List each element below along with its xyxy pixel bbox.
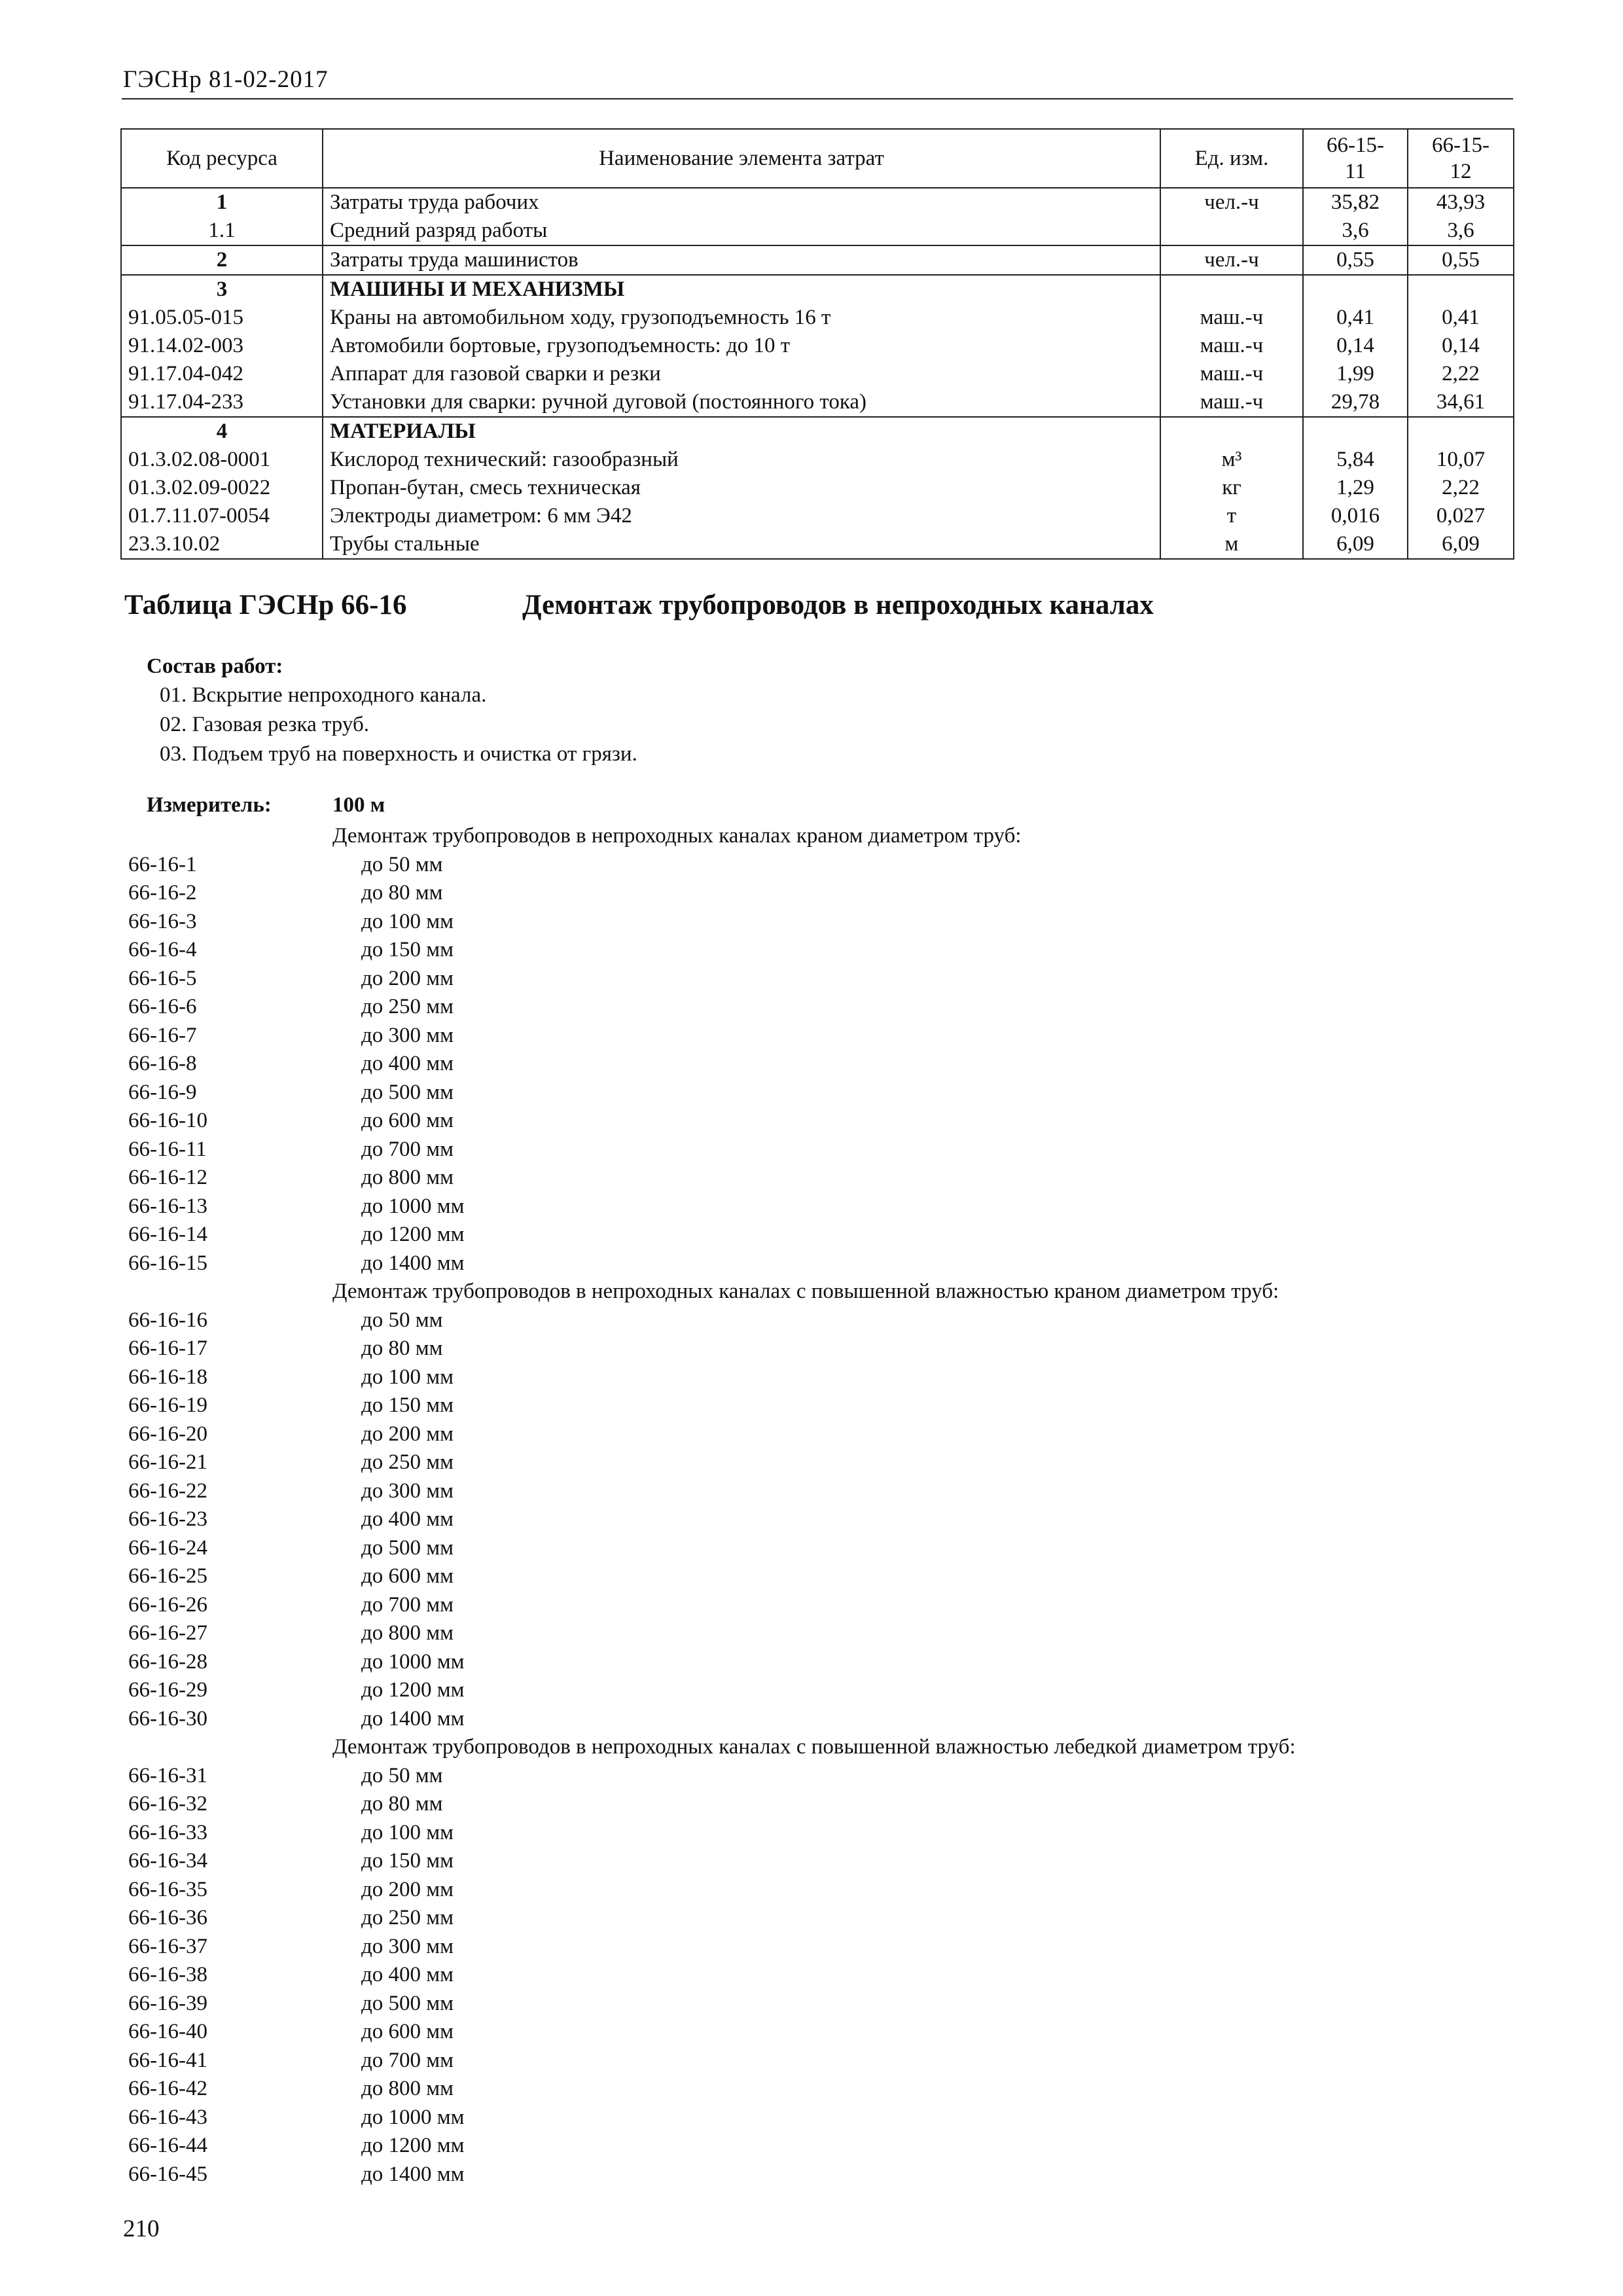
norm-code: 66-16-43: [128, 2105, 207, 2129]
cell-value-2: 10,07: [1408, 446, 1514, 474]
cell-name: МАТЕРИАЛЫ: [323, 417, 1160, 446]
norm-size: до 100 мм: [361, 1365, 454, 1389]
cell-unit: маш.-ч: [1160, 304, 1303, 332]
norm-item: [128, 851, 1503, 880]
norm-size: до 1000 мм: [361, 2105, 465, 2129]
norm-code: 66-16-32: [128, 1792, 207, 1816]
norm-code: 66-16-30: [128, 1706, 207, 1731]
norm-code: 66-16-40: [128, 2020, 207, 2043]
cell-unit: [1160, 275, 1303, 304]
cell-name: Автомобили бортовые, грузоподъемность: до 10 т: [323, 332, 1160, 360]
cell-value-1: 0,14: [1303, 332, 1408, 360]
norm-code: 66-16-13: [128, 1194, 207, 1218]
norm-code: 66-16-44: [128, 2134, 207, 2157]
norm-item: [128, 993, 1503, 1022]
cell-value-1: 1,99: [1303, 360, 1408, 388]
norm-item: [128, 2161, 1503, 2189]
norm-item: [128, 2075, 1503, 2104]
work-item: 03. Подъем труб на поверхность и очистка от грязи.: [160, 742, 637, 766]
norm-item: [128, 1790, 1503, 1819]
norm-code: 66-16-27: [128, 1621, 207, 1645]
norm-code: 66-16-2: [128, 881, 197, 905]
norm-item: [128, 1477, 1503, 1506]
cell-value-1: 6,09: [1303, 530, 1408, 559]
cell-value-2: [1408, 417, 1514, 446]
norm-code: 66-16-26: [128, 1592, 207, 1617]
norm-size: до 50 мм: [361, 852, 443, 876]
norm-code: 66-16-25: [128, 1564, 207, 1588]
norm-size: до 1000 мм: [361, 1194, 465, 1218]
norm-size: до 200 мм: [361, 1877, 454, 1901]
norm-size: до 700 мм: [361, 2048, 454, 2072]
norm-size: до 300 мм: [361, 1934, 454, 1958]
norm-size: до 100 мм: [361, 909, 454, 933]
norm-code: 66-16-35: [128, 1877, 207, 1901]
norm-size: до 400 мм: [361, 1963, 454, 1986]
norm-size: до 1400 мм: [361, 1251, 465, 1275]
cell-unit: чел.-ч: [1160, 188, 1303, 217]
norm-size: до 400 мм: [361, 1052, 454, 1075]
norm-item: [128, 1022, 1503, 1050]
norm-size: до 1200 мм: [361, 1223, 465, 1246]
norm-item: [128, 1990, 1503, 2018]
norm-code: 66-16-41: [128, 2048, 207, 2072]
norm-size: до 80 мм: [361, 881, 443, 905]
norm-size: до 600 мм: [361, 1109, 454, 1132]
norm-code: 66-16-8: [128, 1052, 197, 1075]
norm-item: [128, 965, 1503, 994]
norm-size: до 800 мм: [361, 1621, 454, 1645]
norm-item: [128, 1591, 1503, 1620]
cell-value-2: 2,22: [1408, 360, 1514, 388]
norm-code: 66-16-14: [128, 1223, 207, 1246]
cell-name: Затраты труда машинистов: [323, 245, 1160, 275]
meter-label: Измеритель:: [147, 793, 272, 817]
norm-item: [128, 1306, 1503, 1335]
norm-code: 66-16-23: [128, 1507, 207, 1531]
norm-item: [128, 1448, 1503, 1477]
norm-item: [128, 1676, 1503, 1705]
col-header-value-2: 66-15- 12: [1408, 129, 1514, 188]
norm-size: до 800 мм: [361, 2077, 454, 2100]
cell-unit: м³: [1160, 446, 1303, 474]
cell-name: Установки для сварки: ручной дуговой (постоянного тока): [323, 388, 1160, 417]
norm-size: до 700 мм: [361, 1592, 454, 1617]
norm-item: [128, 1876, 1503, 1905]
norm-code: 66-16-4: [128, 938, 197, 961]
norm-item: [128, 1249, 1503, 1278]
col-header-name: Наименование элемента затрат: [323, 129, 1160, 188]
norm-code: 66-16-12: [128, 1166, 207, 1189]
norm-size: до 1400 мм: [361, 2162, 465, 2186]
cell-value-1: [1303, 417, 1408, 446]
cell-value-1: 35,82: [1303, 188, 1408, 217]
table-row: [121, 502, 1514, 530]
norm-size: до 150 мм: [361, 1393, 454, 1417]
norm-code: 66-16-19: [128, 1393, 207, 1417]
norm-size: до 700 мм: [361, 1137, 454, 1161]
norm-item: [128, 936, 1503, 965]
header-rule: [122, 98, 1513, 99]
cell-name: Краны на автомобильном ходу, грузоподъемность 16 т: [323, 304, 1160, 332]
norm-size: до 1400 мм: [361, 1706, 465, 1731]
norm-code: 66-16-18: [128, 1365, 207, 1389]
norm-item: [128, 2018, 1503, 2047]
cell-value-2: 43,93: [1408, 188, 1514, 217]
cell-unit: [1160, 417, 1303, 446]
cell-code: 91.05.05-015: [121, 304, 323, 332]
cell-name: Пропан-бутан, смесь техническая: [323, 474, 1160, 502]
table-row: [121, 304, 1514, 332]
work-item: 01. Вскрытие непроходного канала.: [160, 683, 487, 707]
cell-value-1: 1,29: [1303, 474, 1408, 502]
cell-name: МАШИНЫ И МЕХАНИЗМЫ: [323, 275, 1160, 304]
cell-name: Аппарат для газовой сварки и резки: [323, 360, 1160, 388]
norm-size: до 200 мм: [361, 1422, 454, 1446]
norm-code: 66-16-1: [128, 852, 197, 876]
norm-item: [128, 1562, 1503, 1591]
cell-value-2: 2,22: [1408, 474, 1514, 502]
norm-item: [128, 2047, 1503, 2075]
cell-unit: м: [1160, 530, 1303, 559]
cell-value-1: 29,78: [1303, 388, 1408, 417]
cell-value-2: 0,41: [1408, 304, 1514, 332]
norm-code: 66-16-37: [128, 1934, 207, 1958]
cell-code: 2: [121, 245, 323, 275]
cell-value-2: 6,09: [1408, 530, 1514, 559]
cell-name: Трубы стальные: [323, 530, 1160, 559]
norm-code: 66-16-39: [128, 1991, 207, 2015]
norm-item: [128, 1221, 1503, 1249]
norm-size: до 80 мм: [361, 1792, 443, 1816]
norm-code: 66-16-16: [128, 1308, 207, 1332]
cell-unit: т: [1160, 502, 1303, 530]
norm-item: [128, 2132, 1503, 2161]
norm-item: [128, 1762, 1503, 1791]
norm-code: 66-16-5: [128, 966, 197, 990]
norms-list: [128, 822, 1503, 2189]
norm-item: [128, 1391, 1503, 1420]
table-row: [121, 530, 1514, 559]
norm-item: [128, 1193, 1503, 1221]
norm-item: [128, 1705, 1503, 1734]
cell-code: 91.17.04-233: [121, 388, 323, 417]
norm-size: до 150 мм: [361, 1849, 454, 1873]
resource-table: [120, 128, 1514, 560]
table-name: Демонтаж трубопроводов в непроходных каналах: [522, 590, 1154, 620]
cell-value-2: [1408, 275, 1514, 304]
norm-group-description: Демонтаж трубопроводов в непроходных каналах с повышенной влажностью краном диаметром труб:: [332, 1280, 1279, 1303]
norm-size: до 200 мм: [361, 966, 454, 990]
cell-unit: кг: [1160, 474, 1303, 502]
norm-item: [128, 1904, 1503, 1933]
norm-code: 66-16-10: [128, 1109, 207, 1132]
norm-code: 66-16-28: [128, 1649, 207, 1674]
norm-size: до 500 мм: [361, 1535, 454, 1560]
cell-unit: маш.-ч: [1160, 388, 1303, 417]
work-composition-title: Состав работ:: [147, 655, 283, 678]
norm-code: 66-16-34: [128, 1849, 207, 1873]
cell-value-1: [1303, 275, 1408, 304]
norm-size: до 50 мм: [361, 1308, 443, 1332]
document-header-title: ГЭСНр 81-02-2017: [123, 66, 329, 93]
norm-item: [128, 1619, 1503, 1648]
cell-name: Затраты труда рабочих: [323, 188, 1160, 217]
cell-code: 01.3.02.09-0022: [121, 474, 323, 502]
cell-code: 1: [121, 188, 323, 217]
norm-item: [128, 1505, 1503, 1534]
norm-code: 66-16-24: [128, 1535, 207, 1560]
norm-size: до 500 мм: [361, 1991, 454, 2015]
cell-value-2: 3,6: [1408, 217, 1514, 245]
norm-code: 66-16-42: [128, 2077, 207, 2100]
norm-code: 66-16-15: [128, 1251, 207, 1275]
norm-size: до 1000 мм: [361, 1649, 465, 1674]
cell-value-2: 34,61: [1408, 388, 1514, 417]
cell-name: Кислород технический: газообразный: [323, 446, 1160, 474]
cell-unit: маш.-ч: [1160, 360, 1303, 388]
table-row: [121, 275, 1514, 304]
norm-item: [128, 1961, 1503, 1990]
norm-code: 66-16-36: [128, 1906, 207, 1929]
norm-code: 66-16-6: [128, 995, 197, 1018]
meter-value: 100 м: [332, 793, 385, 817]
cell-code: 01.7.11.07-0054: [121, 502, 323, 530]
norm-size: до 1200 мм: [361, 1678, 465, 1702]
cell-value-2: 0,55: [1408, 245, 1514, 275]
norm-code: 66-16-45: [128, 2162, 207, 2186]
norm-size: до 300 мм: [361, 1023, 454, 1047]
cell-code: 91.17.04-042: [121, 360, 323, 388]
cell-value-1: 3,6: [1303, 217, 1408, 245]
norm-size: до 1200 мм: [361, 2134, 465, 2157]
col-header-unit: Ед. изм.: [1160, 129, 1303, 188]
table-row: [121, 446, 1514, 474]
norm-item: [128, 1933, 1503, 1962]
norm-size: до 400 мм: [361, 1507, 454, 1531]
page-number: 210: [123, 2215, 160, 2242]
norm-code: 66-16-21: [128, 1450, 207, 1474]
norm-item: [128, 2104, 1503, 2132]
norm-code: 66-16-11: [128, 1137, 207, 1161]
norm-item: [128, 1534, 1503, 1563]
norm-item: [128, 1335, 1503, 1363]
table-row: [121, 360, 1514, 388]
norm-size: до 600 мм: [361, 2020, 454, 2043]
norm-size: до 50 мм: [361, 1763, 443, 1787]
cell-code: 3: [121, 275, 323, 304]
cell-value-2: 0,027: [1408, 502, 1514, 530]
table-row: [121, 332, 1514, 360]
norm-size: до 250 мм: [361, 1450, 454, 1474]
table-row: [121, 245, 1514, 275]
norm-size: до 300 мм: [361, 1479, 454, 1503]
norm-code: 66-16-31: [128, 1763, 207, 1787]
norm-group-description: Демонтаж трубопроводов в непроходных каналах краном диаметром труб:: [332, 824, 1022, 848]
table-row: [121, 417, 1514, 446]
norm-group-description: Демонтаж трубопроводов в непроходных каналах с повышенной влажностью лебедкой диаметром труб:: [332, 1735, 1296, 1759]
norm-code: 66-16-22: [128, 1479, 207, 1503]
norm-item: [128, 1107, 1503, 1136]
cell-value-1: 5,84: [1303, 446, 1408, 474]
cell-value-1: 0,016: [1303, 502, 1408, 530]
norm-code: 66-16-3: [128, 909, 197, 933]
norm-size: до 600 мм: [361, 1564, 454, 1588]
norm-code: 66-16-29: [128, 1678, 207, 1702]
norm-size: до 800 мм: [361, 1166, 454, 1189]
cell-code: 01.3.02.08-0001: [121, 446, 323, 474]
col-header-code: Код ресурса: [121, 129, 323, 188]
norm-size: до 80 мм: [361, 1336, 443, 1360]
work-item: 02. Газовая резка труб.: [160, 713, 369, 736]
norm-code: 66-16-33: [128, 1820, 207, 1844]
norm-item: [128, 1363, 1503, 1392]
col-header-value-1: 66-15- 11: [1303, 129, 1408, 188]
norm-size: до 250 мм: [361, 995, 454, 1018]
cell-value-1: 0,55: [1303, 245, 1408, 275]
norm-item: [128, 1164, 1503, 1193]
norm-item: [128, 908, 1503, 937]
table-row: [121, 188, 1514, 217]
table-row: [121, 388, 1514, 417]
table-row: [121, 474, 1514, 502]
norm-item: [128, 1050, 1503, 1079]
norm-item: [128, 1819, 1503, 1848]
norm-code: 66-16-7: [128, 1023, 197, 1047]
norm-code: 66-16-9: [128, 1080, 197, 1104]
norm-item: [128, 1079, 1503, 1107]
norm-size: до 250 мм: [361, 1906, 454, 1929]
norm-size: до 150 мм: [361, 938, 454, 961]
cell-code: 23.3.10.02: [121, 530, 323, 559]
norm-code: 66-16-20: [128, 1422, 207, 1446]
norm-size: до 100 мм: [361, 1820, 454, 1844]
cell-code: 1.1: [121, 217, 323, 245]
cell-name: Средний разряд работы: [323, 217, 1160, 245]
cell-code: 91.14.02-003: [121, 332, 323, 360]
norm-code: 66-16-17: [128, 1336, 207, 1360]
table-number: Таблица ГЭСНр 66-16: [124, 590, 407, 620]
norm-code: 66-16-38: [128, 1963, 207, 1986]
cell-value-1: 0,41: [1303, 304, 1408, 332]
cell-unit: [1160, 217, 1303, 245]
cell-name: Электроды диаметром: 6 мм Э42: [323, 502, 1160, 530]
cell-code: 4: [121, 417, 323, 446]
work-composition-list: [160, 681, 637, 769]
resource-table-header: [121, 129, 1514, 188]
norm-item: [128, 1420, 1503, 1449]
cell-unit: чел.-ч: [1160, 245, 1303, 275]
table-row: [121, 217, 1514, 245]
norm-item: [128, 1648, 1503, 1677]
cell-value-2: 0,14: [1408, 332, 1514, 360]
norm-item: [128, 1847, 1503, 1876]
norm-item: [128, 879, 1503, 908]
norm-size: до 500 мм: [361, 1080, 454, 1104]
cell-unit: маш.-ч: [1160, 332, 1303, 360]
norm-item: [128, 1136, 1503, 1164]
